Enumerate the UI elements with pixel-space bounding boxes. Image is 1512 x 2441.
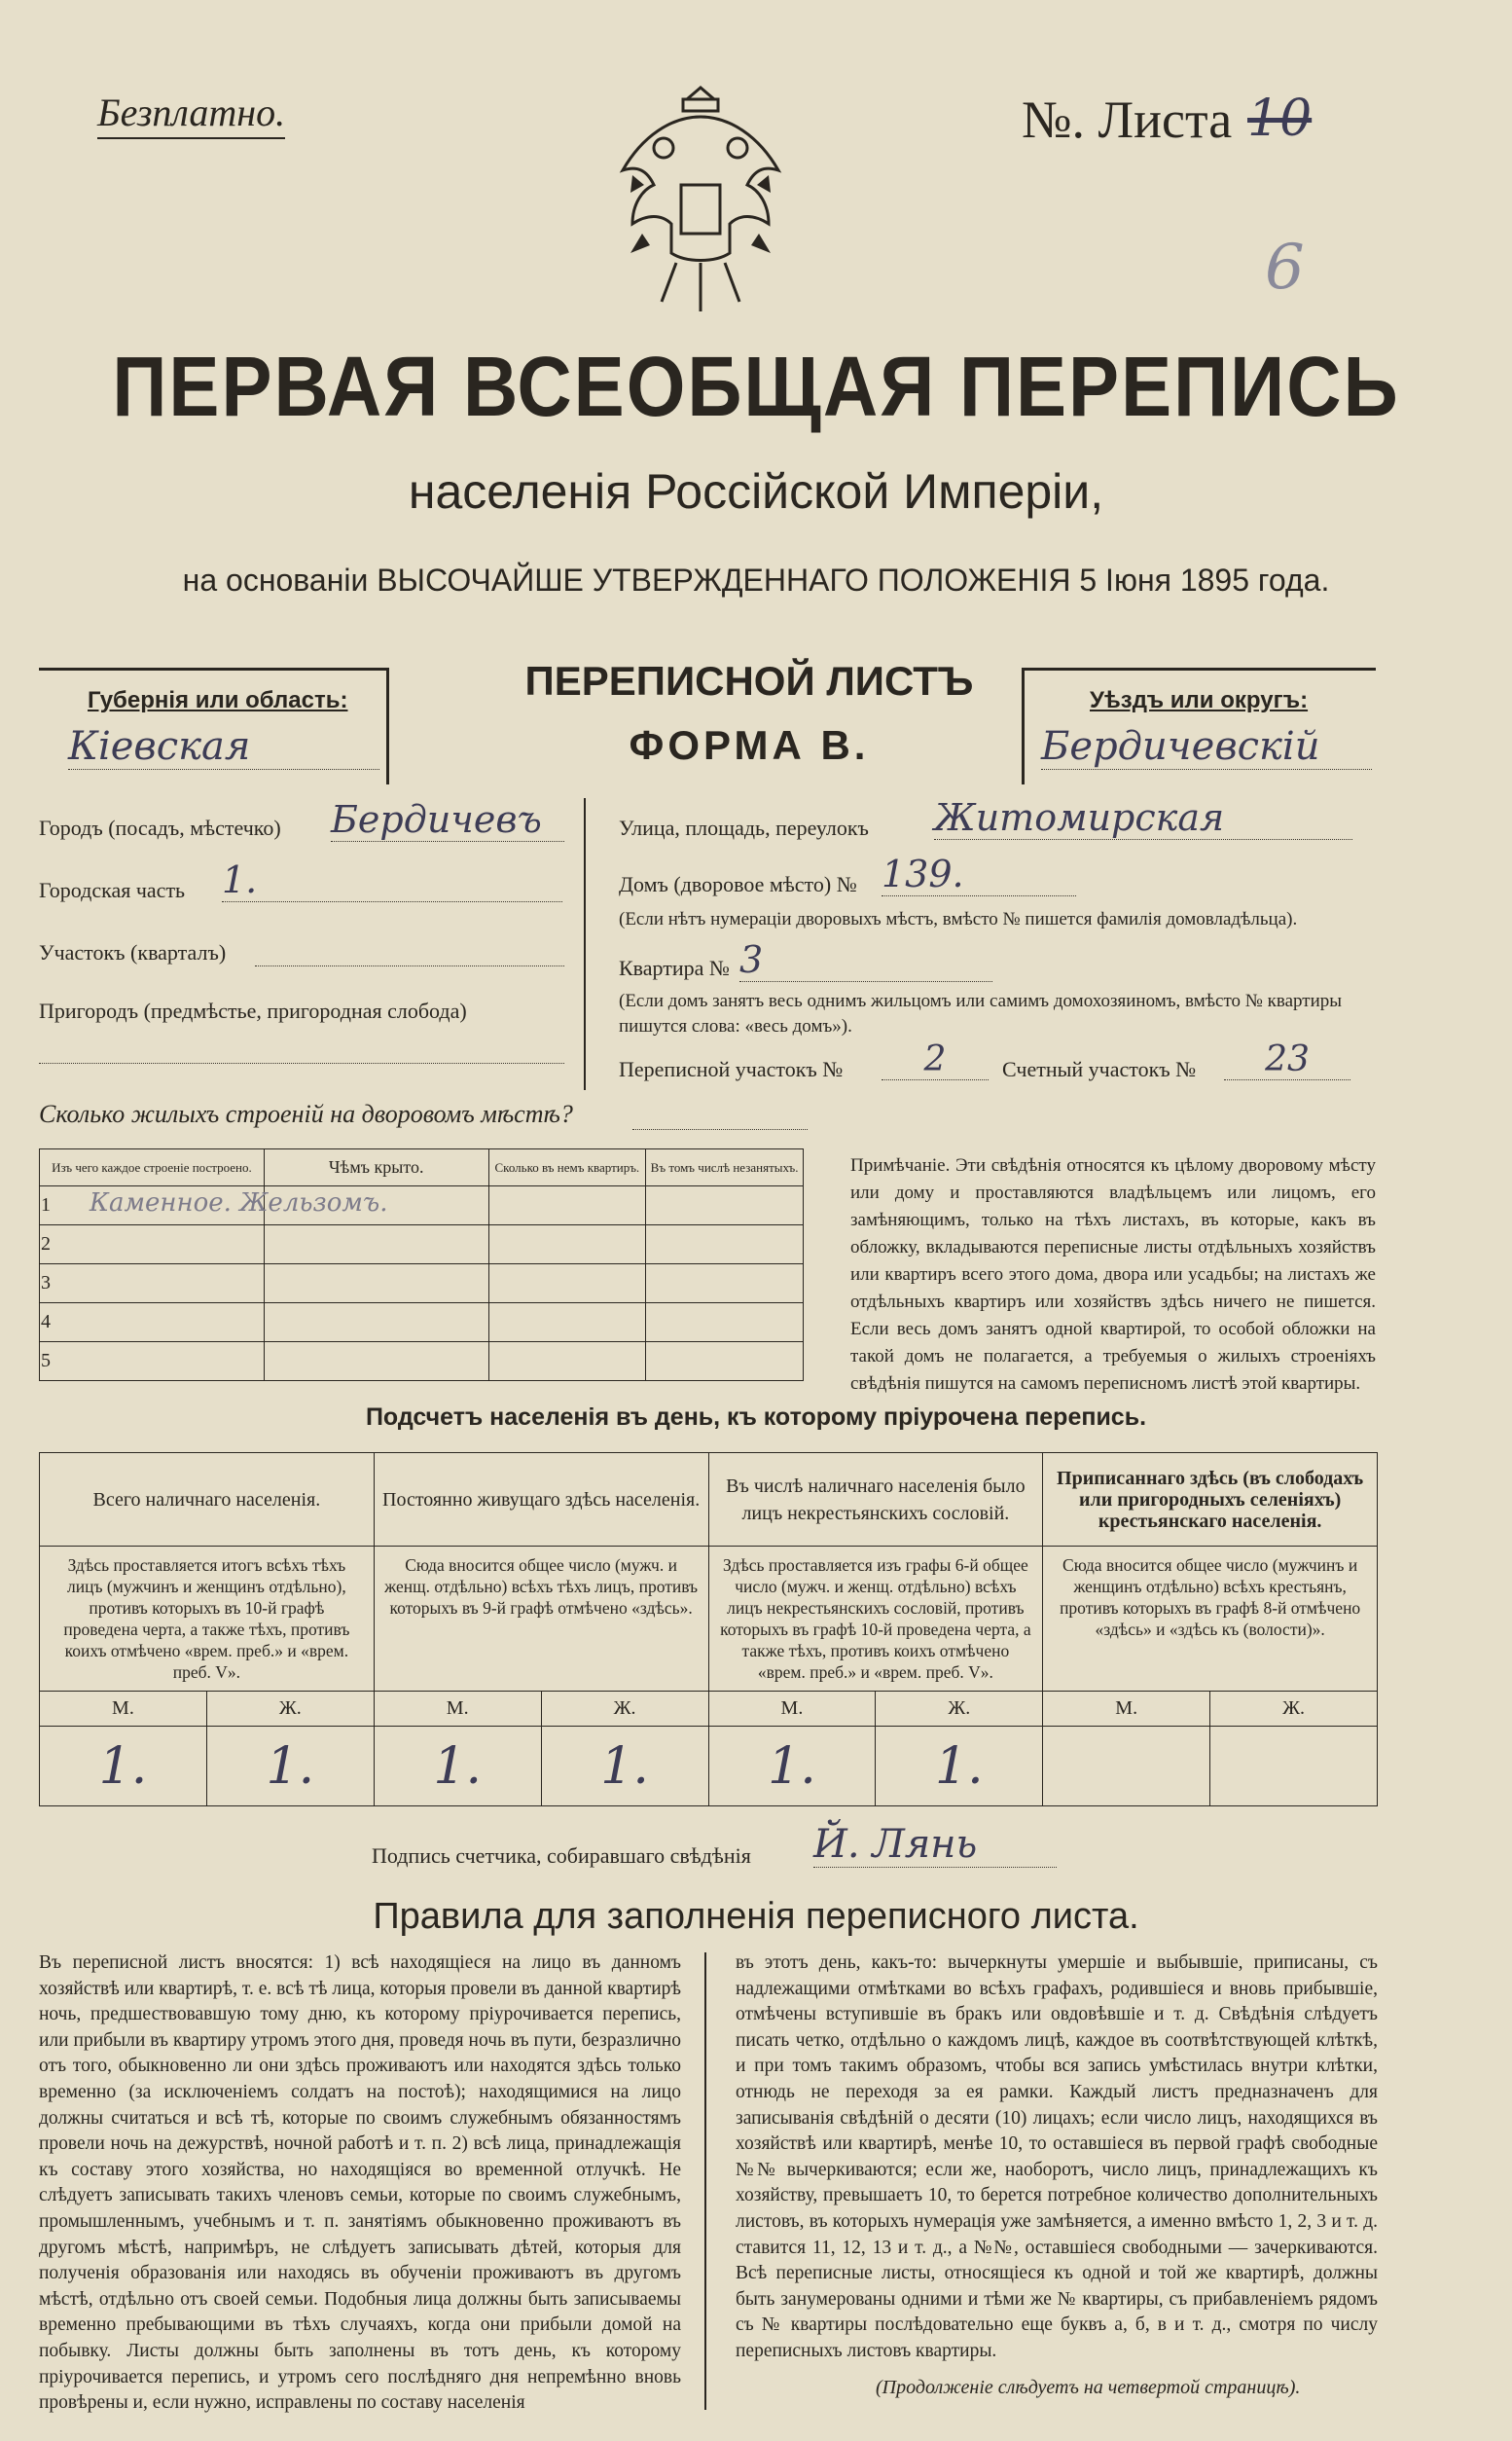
guberniya-value: Кіевская (68, 724, 379, 770)
population-m-label: М. (374, 1692, 541, 1727)
count-area-label: Счетный участокъ № (1002, 1057, 1197, 1081)
house-label: Домъ (дворовое мѣсто) № (619, 872, 857, 896)
population-nonpeasant-m: 1. (708, 1727, 876, 1806)
imperial-eagle-emblem (603, 78, 798, 321)
population-col-3-desc: Здѣсь проставляется изъ графы 6-й общее число (мужч. и женщ. отдѣльно) всѣхъ лицъ некрестьянскихъ сословій, противъ которыхъ въ графѣ 10-й проведена черта, а также тѣхъ, противъ коихъ отмѣчено «врем. преб.» и «врем. преб. V». (708, 1547, 1043, 1692)
rules-title: Правила для заполненія переписного листа. (373, 1896, 1139, 1937)
buildings-header-vacant: Въ томъ числѣ незанятыхъ. (646, 1149, 804, 1186)
city-value: Бердичевъ (331, 798, 564, 842)
signature-label: Подпись счетчика, собиравшаго свѣдѣнія (372, 1843, 751, 1868)
house-value: 139. (882, 853, 1076, 896)
buildings-question: Сколько жилыхъ строеній на дворовомъ мѣстѣ? (39, 1100, 573, 1128)
building-row-number: 5 (41, 1350, 51, 1371)
city-part-label: Городская часть (39, 878, 186, 902)
building-row-number: 3 (41, 1272, 51, 1293)
district-label: Участокъ (кварталъ) (39, 940, 227, 965)
district-value (255, 938, 564, 966)
population-permanent-f: 1. (541, 1727, 708, 1806)
population-col-1-desc: Здѣсь проставляется итогъ всѣхъ тѣхъ лицъ (мужчинъ и женщинъ отдѣльно), противъ которыхъ въ 10-й графѣ проведена черта, а также тѣхъ, противъ коихъ отмѣчено «врем. преб.» и «врем. преб. V». (40, 1547, 375, 1692)
population-f-label: Ж. (541, 1692, 708, 1727)
free-label: Безплатно. (97, 90, 285, 139)
form-letter: ФОРМА В. (629, 722, 870, 768)
rules-continued: (Продолженіе слѣдуетъ на четвертой страницѣ). (876, 2377, 1301, 2398)
street-label: Улица, площадь, переулокъ (619, 816, 869, 840)
house-note: (Если нѣтъ нумераціи дворовыхъ мѣстъ, вмѣсто № пишется фамилія домовладѣльца). (619, 909, 1298, 929)
uezd-value: Бердичевскій (1041, 724, 1372, 770)
sheet-number-value: 10 (1247, 90, 1313, 148)
building-row-number: 2 (41, 1233, 51, 1255)
suburb-value (39, 1036, 564, 1064)
sheet-number-hand: 6 (1265, 232, 1305, 304)
population-col-4-header: Приписаннаго здѣсь (въ слободахъ или пригородныхъ селеніяхъ) крестьянскаго населенія. (1043, 1453, 1378, 1547)
form-name: ПЕРЕПИСНОЙ ЛИСТЪ (524, 658, 974, 704)
suburb-label: Пригородъ (предмѣстье, пригородная слобода) (39, 999, 467, 1023)
flat-note: (Если домъ занятъ весь однимъ жильцомъ или самимъ домохозяиномъ, вмѣсто № квартиры пишутся слова: «весь домъ»). (619, 991, 1343, 1037)
buildings-header-roof: Чѣмъ крыто. (264, 1149, 488, 1186)
population-peasant-f (1210, 1727, 1378, 1806)
population-total-m: 1. (40, 1727, 207, 1806)
flat-label: Квартира № (619, 956, 730, 980)
population-permanent-m: 1. (374, 1727, 541, 1806)
census-subtitle: населенія Россійской Имперіи, (408, 464, 1104, 519)
buildings-header-flats: Сколько въ немъ квартиръ. (488, 1149, 646, 1186)
flat-value: 3 (739, 938, 992, 982)
population-table (39, 1452, 1378, 1806)
buildings-table (39, 1148, 804, 1381)
population-nonpeasant-f: 1. (876, 1727, 1043, 1806)
building-row-1-value: Каменное. Жельзомъ. (89, 1188, 388, 1218)
guberniya-label: Губернія или область: (88, 687, 348, 713)
population-col-3-header: Въ числѣ наличнаго населенія было лицъ некрестьянскихъ сословій. (708, 1453, 1043, 1547)
census-area-value: 2 (882, 1039, 989, 1080)
rules-right-column: въ этотъ день, какъ-то: вычеркнуты умершіе и выбывшіе, приписаны, съ надлежащими отмѣтками во всѣхъ графахъ, родившіеся и вновь прибывшіе, отмѣчены вступившіе въ бракъ или овдовѣвшіе и т. д. Свѣдѣнія слѣдуетъ писать четко, отдѣльно о каждомъ лицѣ, каждое въ соотвѣтствующей клѣткѣ, и при томъ такимъ образомъ, чтобы вся запись умѣстилась внутри клѣтки, отнюдь не переходя за ея рамки. Каждый листъ предназначенъ для записыванія свѣдѣній о десяти (10) лицахъ; если число лицъ, находящихся въ хозяйствѣ или квартирѣ, менѣе 10, то оставшіеся въ первой графѣ свободные №№ вычеркиваются; если же, наоборотъ, число лицъ, принадлежащихъ къ хозяйству, превышаетъ 10, то берется потребное количество дополнительныхъ листовъ, въ которыхъ нумерація уже замѣняется, а именно вмѣсто 1, 2, 3 и т. д. ставится 11, 12, 13 и т. д., а №№, оставшіеся свободными — зачеркиваются. Всѣ переписные листы, относящіеся къ одной и той же квартирѣ, должны быть занумерованы одними и тѣми же № квартиры, съ прибавленіемъ рядомъ съ № квартиры послѣдовательно еще буквъ а, б, в и т. д., смотря по числу переписныхъ листовъ квартиры. (736, 1952, 1378, 2361)
population-m-label: М. (1043, 1692, 1210, 1727)
signature-value: Й. Лянь (813, 1822, 1057, 1868)
sheet-number-label: №. Листа (1022, 91, 1233, 149)
population-col-2-header: Постоянно живущаго здѣсь населенія. (374, 1453, 708, 1547)
census-area-label: Переписной участокъ № (619, 1057, 844, 1081)
population-f-label: Ж. (1210, 1692, 1378, 1727)
population-title: Подсчетъ населенія въ день, къ которому пріурочена перепись. (365, 1403, 1147, 1431)
census-title: ПЕРВАЯ ВСЕОБЩАЯ ПЕРЕПИСЬ (112, 338, 1400, 435)
population-col-1-header: Всего наличнаго населенія. (40, 1453, 375, 1547)
city-label: Городъ (посадъ, мѣстечко) (39, 816, 281, 840)
population-m-label: М. (708, 1692, 876, 1727)
street-value: Житомирская (934, 796, 1352, 840)
building-row-number: 1 (41, 1194, 51, 1216)
city-part-value: 1. (222, 858, 562, 902)
population-peasant-m (1043, 1727, 1210, 1806)
population-f-label: Ж. (206, 1692, 374, 1727)
census-basis: на основаніи ВЫСОЧАЙШЕ УТВЕРЖДЕННАГО ПОЛОЖЕНІЯ 5 Іюня 1895 года. (182, 563, 1330, 598)
count-area-value: 23 (1224, 1039, 1350, 1080)
buildings-note: Примѣчаніе. Эти свѣдѣнія относятся къ цѣлому дворовому мѣсту или дому и проставляются владѣльцемъ или лицомъ, его замѣняющимъ, только на тѣхъ листахъ, въ которые, какъ въ обложку, вкладываются переписные листы отдѣльныхъ хозяйствъ или квартиръ всего этого дома, двора или усадьбы; на листахъ же отдѣльныхъ квартиръ или хозяйствъ здѣсь ничего не пишется. Если весь домъ занятъ одной квартирой, то особой обложки на такой домъ не полагается, а требуемыя о жилыхъ строеніяхъ свѣдѣнія пишутся на самомъ переписномъ листѣ этой квартиры. (850, 1155, 1376, 1394)
building-row-number: 4 (41, 1311, 51, 1332)
population-total-f: 1. (206, 1727, 374, 1806)
population-f-label: Ж. (876, 1692, 1043, 1727)
population-m-label: М. (40, 1692, 207, 1727)
population-col-2-desc: Сюда вносится общее число (мужч. и женщ. отдѣльно) всѣхъ тѣхъ лицъ, противъ которыхъ въ 9-й графѣ отмѣчено «здѣсь». (374, 1547, 708, 1692)
rules-left-column: Въ переписной листъ вносятся: 1) всѣ находящіеся на лицо въ данномъ хозяйствѣ или квартирѣ, т. е. всѣ тѣ лица, которыя провели въ данной квартирѣ ночь, предшествовавшую тому дню, къ которому пріурочивается перепись, или прибыли въ квартиру утромъ этого дня, проведя ночь въ пути, безразлично отъ того, обыкновенно ли они здѣсь проживаютъ или находятся здѣсь только временно (за исключеніемъ солдатъ на постоѣ); находящимися на лицо должны считаться и всѣ тѣ, которые по своимъ служебнымъ обязанностямъ провели ночь на дежурствѣ, ночной работѣ и т. п. 2) всѣ лица, принадлежащія къ составу этого хозяйства, но находящіяся во временной отлучкѣ. Не слѣдуетъ записывать такихъ членовъ семьи, которые по своимъ служебнымъ, промышленнымъ, учебнымъ и т. п. занятіямъ обыкновенно проживаютъ въ другомъ мѣстѣ, напримѣръ, не слѣдуетъ записывать дѣтей, которыя для полученія образованія или находясь въ обученіи проживаютъ въ другомъ мѣстѣ, отдѣльно отъ своей семьи. Подобныя лица должны быть записываемы временно пребывающими въ тѣхъ случаяхъ, когда они прибыли домой на побывку. Листы должны быть заполнены въ тотъ день, къ которому пріурочивается перепись, и утромъ сего послѣдняго дня непремѣнно вновь провѣрены и, если нужно, исправлены по составу населенія (39, 1952, 681, 2414)
population-col-4-desc: Сюда вносится общее число (мужчинъ и женщинъ отдѣльно) всѣхъ крестьянъ, противъ которыхъ въ графѣ 8-й отмѣчено «здѣсь» и «здѣсь къ (волости)». (1043, 1547, 1378, 1692)
uezd-label: Уѣздъ или округъ: (1090, 687, 1309, 713)
buildings-header-material: Изъ чего каждое строеніе построено. (40, 1149, 265, 1186)
